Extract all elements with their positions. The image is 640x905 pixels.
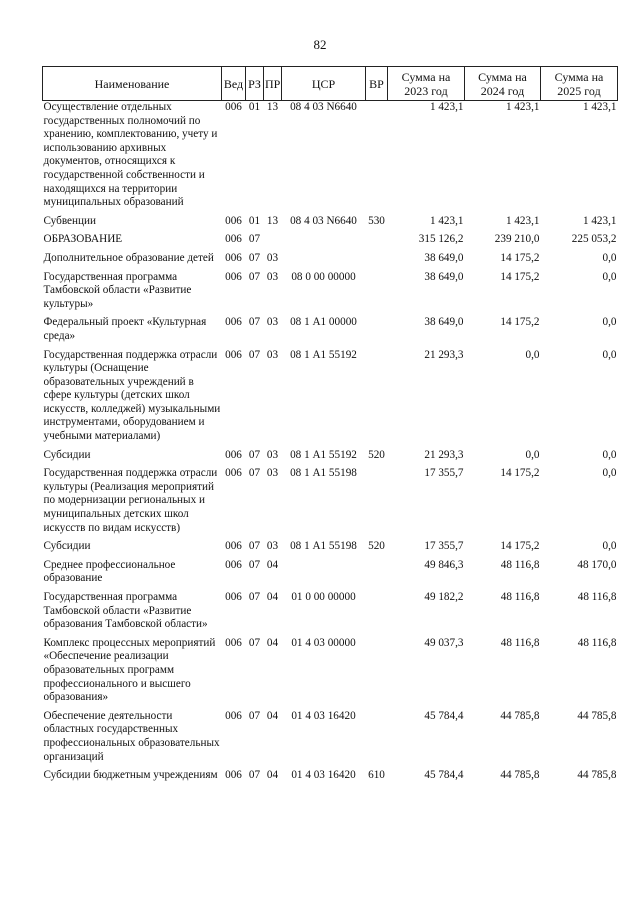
cell-csr: 08 4 03 N6640: [290, 101, 357, 113]
cell-name: Среднее профессиональное образование: [43, 558, 176, 585]
cell-ved: 006: [225, 540, 242, 553]
cell-ved: 006: [225, 709, 242, 722]
cell-sum-2023: 38 649,0: [424, 251, 464, 264]
cell-vr: [366, 637, 388, 710]
cell-ved: 006: [225, 558, 242, 571]
cell-vr: [366, 233, 388, 252]
table-row: [43, 349, 618, 449]
cell-name: ОБРАЗОВАНИЕ: [43, 233, 123, 246]
cell-csr: 08 0 00 00000: [291, 270, 356, 283]
table-row: [43, 252, 618, 271]
cell-pr: 04: [266, 769, 279, 782]
cell-sum-2023: 38 649,0: [424, 316, 464, 329]
cell-pr: 03: [266, 316, 279, 329]
header-sum-2025: Сумма на 2025 год: [541, 67, 618, 101]
cell-rz: 07: [248, 316, 261, 329]
header-pr: ПР: [264, 67, 282, 101]
cell-sum-2023: 45 784,4: [424, 709, 464, 722]
cell-vr: [366, 710, 388, 769]
cell-vr: [366, 467, 388, 540]
cell-rz: 07: [248, 558, 261, 571]
cell-rz: 07: [248, 467, 261, 480]
cell-sum-2025: 0,0: [602, 348, 617, 361]
cell-sum-2023: 1 423,1: [429, 101, 464, 113]
cell-sum-2025: 0,0: [602, 270, 617, 283]
header-sum-2023: Сумма на 2023 год: [388, 67, 465, 101]
cell-name: Федеральный проект «Культурная среда»: [43, 316, 207, 342]
cell-name: Обеспечение деятельности областных государственных профессиональных образовательных организаций: [43, 709, 220, 763]
cell-pr: 03: [266, 270, 279, 283]
cell-ved: 006: [225, 348, 242, 361]
cell-vr: [366, 559, 388, 591]
cell-rz: 07: [248, 769, 261, 782]
cell-vr: [366, 252, 388, 271]
cell-name: Дополнительное образование детей: [43, 251, 214, 264]
cell-sum-2023: 315 126,2: [418, 233, 464, 246]
cell-sum-2024: 14 175,2: [500, 467, 540, 480]
table-row: [43, 710, 618, 769]
cell-csr: 01 0 00 00000: [291, 591, 356, 603]
cell-rz: 07: [248, 540, 261, 553]
header-name: Наименование: [43, 67, 222, 101]
cell-name: Государственная программа Тамбовской области «Развитие культуры»: [43, 270, 192, 310]
cell-sum-2025: 48 116,8: [577, 591, 617, 603]
cell-sum-2025: 44 785,8: [577, 709, 617, 722]
cell-ved: 006: [225, 769, 242, 782]
cell-sum-2024: 14 175,2: [500, 316, 540, 329]
table-header-row: [43, 67, 618, 101]
cell-name: Государственная поддержка отрасли культуры (Реализация мероприятий по модернизации региональных и муниципальных детских школ искусств по видам искусств): [43, 467, 218, 534]
cell-pr: 04: [266, 558, 279, 571]
cell-sum-2025: 225 053,2: [571, 233, 617, 246]
cell-csr: 08 1 А1 55198: [290, 540, 357, 553]
cell-sum-2024: 14 175,2: [500, 251, 540, 264]
cell-name: Субвенции: [43, 214, 96, 227]
cell-sum-2024: 0,0: [525, 448, 540, 461]
cell-sum-2024: 0,0: [525, 348, 540, 361]
cell-name: Субсидии: [43, 448, 91, 461]
cell-name: Комплекс процессных мероприятий «Обеспечение реализации образовательных программ профессионального и высшего образования»: [43, 636, 216, 704]
table-row: [43, 271, 618, 317]
cell-sum-2023: 45 784,4: [424, 769, 464, 782]
cell-rz: 07: [248, 636, 261, 649]
cell-sum-2025: 0,0: [602, 467, 617, 480]
cell-vr: 610: [368, 769, 385, 782]
table-row: [43, 559, 618, 591]
cell-sum-2024: 48 116,8: [500, 591, 540, 603]
cell-vr: 520: [368, 448, 385, 461]
cell-pr: 03: [266, 540, 279, 553]
header-csr: ЦСР: [282, 67, 366, 101]
budget-table: [42, 66, 618, 788]
cell-ved: 006: [225, 467, 242, 480]
cell-ved: 006: [225, 233, 242, 246]
table-row: [43, 215, 618, 234]
cell-sum-2024: 14 175,2: [500, 540, 540, 553]
cell-sum-2024: 1 423,1: [505, 214, 540, 227]
cell-sum-2024: 14 175,2: [500, 270, 540, 283]
cell-rz: 01: [248, 101, 261, 113]
cell-name: Государственная программа Тамбовской области «Развитие образования Тамбовской области»: [43, 591, 208, 631]
cell-pr: 03: [266, 251, 279, 264]
header-rz: РЗ: [246, 67, 264, 101]
cell-ved: 006: [225, 101, 242, 113]
cell-vr: 530: [368, 214, 385, 227]
cell-rz: 07: [248, 709, 261, 722]
cell-vr: [366, 591, 388, 637]
cell-csr: 08 1 А1 55192: [290, 348, 357, 361]
cell-sum-2023: 21 293,3: [424, 348, 464, 361]
cell-rz: 07: [248, 448, 261, 461]
cell-pr: 04: [266, 591, 279, 603]
cell-ved: 006: [225, 636, 242, 649]
cell-csr: 01 4 03 16420: [291, 709, 356, 722]
cell-pr: 04: [266, 636, 279, 649]
cell-csr: [282, 559, 366, 591]
cell-rz: 07: [248, 591, 261, 603]
cell-sum-2025: 0,0: [602, 540, 617, 553]
cell-rz: 07: [248, 348, 261, 361]
cell-sum-2023: 17 355,7: [424, 540, 464, 553]
cell-rz: 01: [248, 214, 261, 227]
table-row: [43, 449, 618, 468]
cell-pr: 13: [266, 101, 279, 113]
cell-ved: 006: [225, 270, 242, 283]
cell-csr: 08 1 А1 55198: [290, 467, 357, 480]
header-vr: ВР: [366, 67, 388, 101]
cell-pr: 03: [266, 348, 279, 361]
cell-csr: 08 1 А1 55192: [290, 448, 357, 461]
cell-csr: 01 4 03 00000: [291, 636, 356, 649]
cell-rz: 07: [248, 233, 261, 246]
cell-name: Субсидии бюджетным учреждениям: [43, 769, 218, 782]
cell-ved: 006: [225, 316, 242, 329]
cell-pr: 03: [266, 467, 279, 480]
table-row: [43, 101, 618, 215]
table-row: [43, 233, 618, 252]
cell-sum-2024: 48 116,8: [500, 558, 540, 571]
cell-name: Субсидии: [43, 540, 91, 553]
cell-csr: [282, 233, 366, 252]
cell-sum-2023: 21 293,3: [424, 448, 464, 461]
table-row: [43, 591, 618, 637]
table-row: [43, 467, 618, 540]
header-sum-2024: Сумма на 2024 год: [465, 67, 541, 101]
cell-csr: 01 4 03 16420: [291, 769, 356, 782]
cell-sum-2025: 0,0: [602, 316, 617, 329]
cell-sum-2025: 44 785,8: [577, 769, 617, 782]
cell-sum-2023: 1 423,1: [429, 214, 464, 227]
cell-csr: [282, 252, 366, 271]
cell-vr: [366, 271, 388, 317]
cell-sum-2023: 38 649,0: [424, 270, 464, 283]
cell-vr: 520: [368, 540, 385, 553]
header-ved: Вед: [222, 67, 246, 101]
table-row: [43, 316, 618, 348]
cell-ved: 006: [225, 214, 242, 227]
cell-sum-2025: 0,0: [602, 448, 617, 461]
cell-ved: 006: [225, 591, 242, 603]
cell-sum-2023: 49 182,2: [424, 591, 464, 603]
cell-sum-2024: 44 785,8: [500, 709, 540, 722]
cell-ved: 006: [225, 448, 242, 461]
cell-sum-2024: 44 785,8: [500, 769, 540, 782]
cell-sum-2025: 1 423,1: [582, 101, 617, 113]
cell-sum-2024: 48 116,8: [500, 636, 540, 649]
cell-sum-2023: 17 355,7: [424, 467, 464, 480]
cell-pr: [264, 233, 282, 252]
cell-rz: 07: [248, 251, 261, 264]
cell-name: Государственная поддержка отрасли культуры (Оснащение образовательных учреждений в сфере культуры (детских школ искусств, колледжей) музыкальными инструментами, оборудованием и учебными материалами): [43, 348, 221, 443]
cell-sum-2025: 1 423,1: [582, 214, 617, 227]
cell-sum-2025: 48 170,0: [577, 558, 617, 571]
cell-sum-2023: 49 037,3: [424, 636, 464, 649]
cell-vr: [366, 349, 388, 449]
table-row: [43, 540, 618, 559]
cell-csr: 08 4 03 N6640: [290, 214, 357, 227]
table-body: [43, 101, 618, 788]
cell-name: Осуществление отдельных государственных полномочий по хранению, комплектованию, учету и использованию архивных документов, относящихся к государственной собственности и находящихся на территории муниципальных образований: [43, 101, 218, 209]
cell-sum-2024: 239 210,0: [494, 233, 540, 246]
cell-pr: 04: [266, 709, 279, 722]
cell-vr: [366, 316, 388, 348]
cell-sum-2024: 1 423,1: [505, 101, 540, 113]
cell-pr: 13: [266, 214, 279, 227]
cell-sum-2025: 0,0: [602, 251, 617, 264]
table-row: [43, 769, 618, 788]
table-row: [43, 637, 618, 710]
cell-ved: 006: [225, 251, 242, 264]
cell-sum-2025: 48 116,8: [577, 636, 617, 649]
page-number: 82: [313, 37, 327, 52]
cell-sum-2023: 49 846,3: [424, 558, 464, 571]
cell-csr: 08 1 А1 00000: [290, 316, 357, 329]
cell-rz: 07: [248, 270, 261, 283]
cell-vr: [366, 101, 388, 215]
cell-pr: 03: [266, 448, 279, 461]
